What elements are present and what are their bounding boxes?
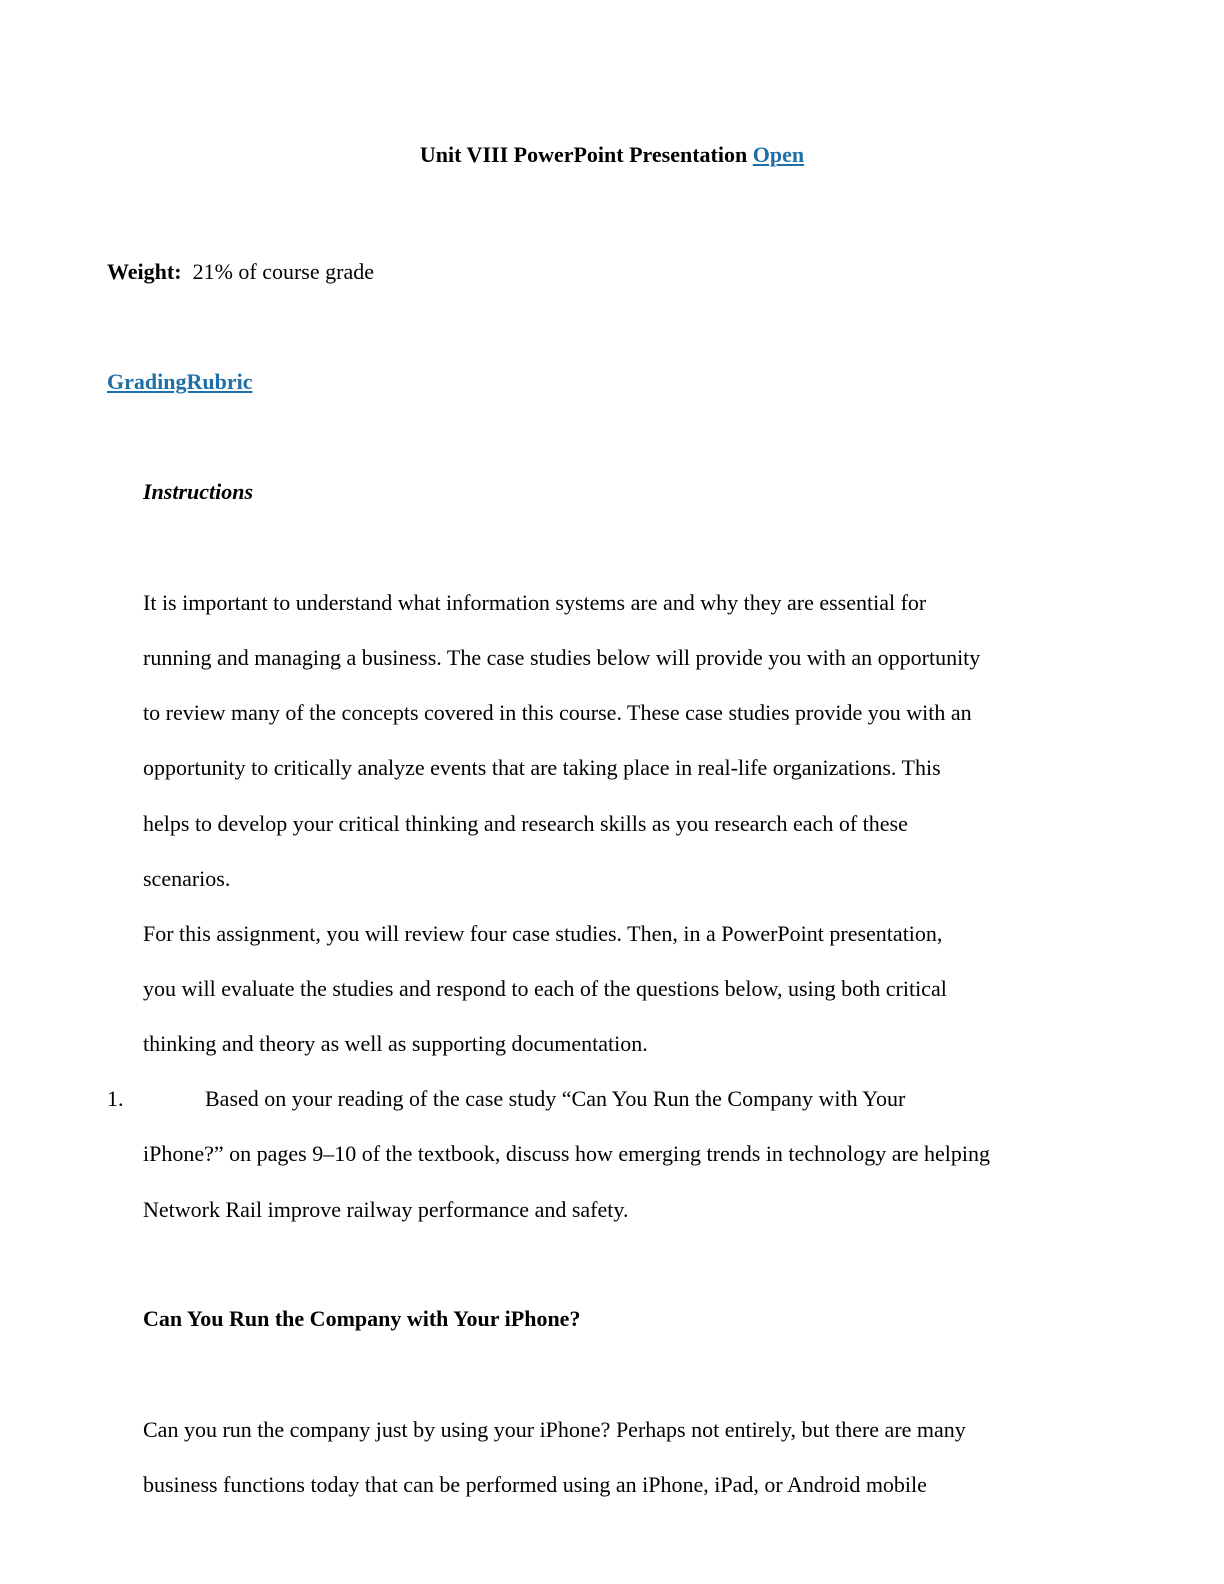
question-number: 1. bbox=[107, 1086, 124, 1111]
case-study-line: business functions today that can be performed using an iPhone, iPad, or Android mobile bbox=[143, 1472, 927, 1497]
weight-value: 21% of course grade bbox=[192, 259, 374, 284]
intro-line: running and managing a business. The case studies below will provide you with an opportunity bbox=[143, 645, 981, 670]
case-study-heading: Can You Run the Company with Your iPhone? bbox=[143, 1306, 581, 1331]
intro-line: helps to develop your critical thinking and research skills as you research each of these bbox=[143, 811, 908, 836]
question-line: iPhone?” on pages 9–10 of the textbook, discuss how emerging trends in technology are helping bbox=[143, 1141, 991, 1166]
title-text: Unit VIII PowerPoint Presentation bbox=[419, 142, 748, 167]
intro-line: scenarios. bbox=[143, 866, 231, 891]
assignment-line: For this assignment, you will review four case studies. Then, in a PowerPoint presentation, bbox=[143, 921, 943, 946]
intro-line: opportunity to critically analyze events that are taking place in real-life organizations. This bbox=[143, 755, 941, 780]
page-title bbox=[0, 141, 1224, 169]
intro-line: It is important to understand what information systems are and why they are essential for bbox=[143, 590, 927, 615]
question-line: Network Rail improve railway performance and safety. bbox=[143, 1197, 629, 1222]
open-link[interactable]: Open bbox=[752, 142, 805, 167]
instructions-heading: Instructions bbox=[143, 479, 254, 504]
weight-line bbox=[107, 258, 374, 286]
question-line: Based on your reading of the case study “Can You Run the Company with Your bbox=[205, 1086, 906, 1111]
assignment-line: thinking and theory as well as supporting documentation. bbox=[143, 1031, 648, 1056]
case-study-line: Can you run the company just by using your iPhone? Perhaps not entirely, but there are many bbox=[143, 1417, 966, 1442]
intro-line: to review many of the concepts covered in this course. These case studies provide you with an bbox=[143, 700, 972, 725]
assignment-line: you will evaluate the studies and respond to each of the questions below, using both critical bbox=[143, 976, 947, 1001]
grading-rubric-link[interactable]: GradingRubric bbox=[107, 369, 253, 394]
weight-label: Weight: bbox=[107, 259, 182, 284]
